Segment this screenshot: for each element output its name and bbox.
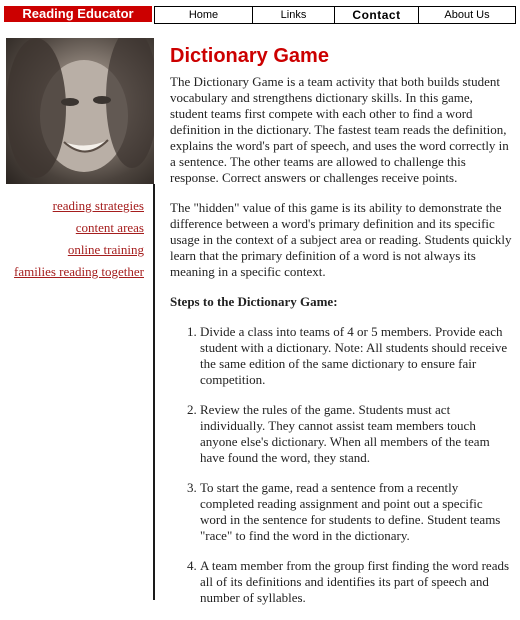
site-logo[interactable]: Reading Educator <box>4 6 152 22</box>
page-title: Dictionary Game <box>170 45 329 67</box>
steps-list <box>170 324 512 606</box>
woman-smiling-photo <box>6 38 154 184</box>
top-bar <box>0 0 520 28</box>
side-nav <box>6 198 144 286</box>
top-nav <box>154 6 516 24</box>
step-item: 4. A team member from the group first finding the word reads all of its definitions and identifies its part of speech and number of syllables. <box>200 558 512 606</box>
nav-home[interactable]: Home <box>154 7 252 23</box>
intro-paragraph: The Dictionary Game is a team activity that both builds student vocabulary and strengthens dictionary skills. In this game, student teams first compete with each other to find a word definition in the dictionary. The fastest team reads the definition, explains the word's part of speech, and uses the word correctly in a sentence. The other teams are allowed to challenge this response. Correct answers or challenges receive points. <box>170 74 509 185</box>
sidebar-divider <box>153 184 155 600</box>
side-link-reading-strategies[interactable]: reading strategies <box>52 198 144 213</box>
nav-links[interactable]: Links <box>252 7 334 23</box>
portrait-illustration <box>6 38 154 184</box>
steps-heading: Steps to the Dictionary Game: <box>170 294 338 309</box>
main-content <box>170 44 512 620</box>
side-link-content-areas[interactable]: content areas <box>75 220 144 235</box>
hidden-value-paragraph: The "hidden" value of this game is its ability to demonstrate the difference between a word's primary definition and its specific usage in the context of a subject area or reading. Students quickly learn that the primary definition of a word is not always its meaning in a specific context. <box>170 200 512 279</box>
nav-contact[interactable]: Contact <box>334 7 418 23</box>
step-item: 2. Review the rules of the game. Students must act individually. They cannot assist team members touch anyone else's dictionary. When all members of the team have found the word, they stand. <box>200 402 512 466</box>
step-item: 3. To start the game, read a sentence from a recently completed reading assignment and point out a specific word in the sentence for students to define. Student teams "race" to find the word in the dictionary. <box>200 480 512 544</box>
side-link-online-training[interactable]: online training <box>67 242 144 257</box>
side-link-families-reading-together[interactable]: families reading together <box>14 264 144 279</box>
nav-about-us[interactable]: About Us <box>418 7 516 23</box>
step-item: 1. Divide a class into teams of 4 or 5 members. Provide each student with a dictionary. Note: All students should receive the same edition of the same dictionary to ensure fair competition. <box>200 324 512 388</box>
